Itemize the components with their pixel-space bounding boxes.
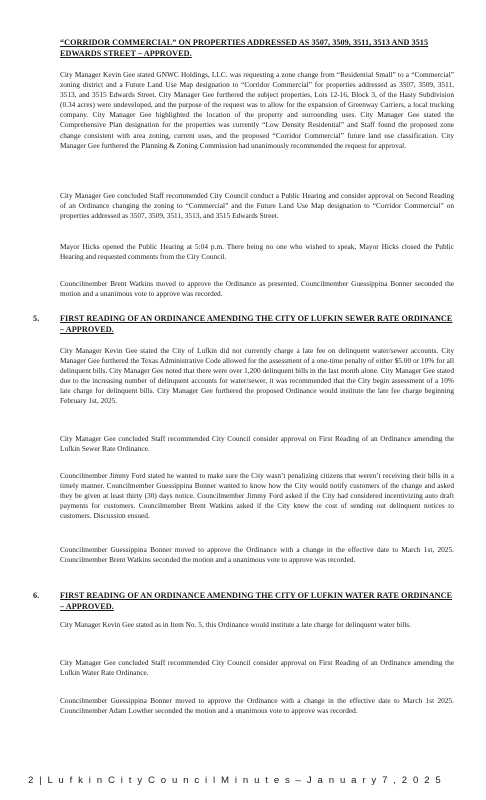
page-footer: 2 | L u f k i n C i t y C o u n c i l M i n u t e s – J a n u a r y 7 , 2 0 2 5 [28, 775, 443, 786]
item-6-paragraph-motion: Councilmember Guessippina Bonner moved to approve the Ordinance with a change in the effective date to March 1st 2025. Councilmember Adam Lowther seconded the motion and a unanimous vote to approve was recorded. [60, 696, 454, 716]
item-6-paragraph-recommendation: City Manager Gee concluded Staff recommended City Council consider approval on First Reading of an Ordinance amending the Lufkin Water Rate Ordinance. [60, 658, 454, 678]
paragraph-zone-change-summary: City Manager Kevin Gee stated GNWC Holdings, LLC. was requesting a zone change from “Residential Small” to a “Commercial” zoning district and a Future Land Use Map designation to “Corridor Commercial” for properties addressed as 3507, 3509, 3511, 3513, and 3515 Edwards Street. City Manager Gee furthered the subject properties, Lots 12-16, Block 3, of the Hasty Subdivision (0.34 acres) were undeveloped, and the purpose of the request was to allow for the expansion of Greenway Carriers, a local trucking company. City Manager Gee highlighted the location of the property and surrounding uses. City Manager Gee stated the Comprehensive Plan designation for the properties was currently “Low Density Residential” and Staff found the proposed zone change consistent with area zoning, current uses, and the proposed “Corridor Commercial” future land use classification. City Manager Gee furthered the Planning & Zoning Commission had unanimously recommended the request for approval. [60, 70, 454, 150]
corridor-commercial-heading: “CORRIDOR COMMERCIAL” ON PROPERTIES ADDRESSED AS 3507, 3509, 3511, 3513 AND 3515 EDWARDS STREET – APPROVED. [60, 38, 429, 58]
item-5-paragraph-late-fee: City Manager Kevin Gee stated the City of Lufkin did not currently charge a late fee on delinquent water/sewer accounts. City Manager Gee furthered the Texas Administrative Code allowed for the assessment of a one-time penalty of either $5.00 or 10% for all delinquent bills. City Manager Gee noted that there were over 1,200 delinquent bills in the last month alone. City Manager Gee stated due to the increasing number of delinquent accounts for water/sewer, it was recommended that the City begin assessment of a 10% late charge for delinquent bills. City Manager Gee furthered the proposed Ordinance would institute the late fee charge beginning February 1st, 2025. [60, 346, 454, 406]
item-6-heading: FIRST READING OF AN ORDINANCE AMENDING THE CITY OF LUFKIN WATER RATE ORDINANCE – APPROVED. [60, 591, 453, 611]
paragraph-zone-change-motion: Councilmember Brent Watkins moved to approve the Ordinance as presented. Councilmember Guessippina Bonner seconded the motion and a unanimous vote to approve was recorded. [60, 279, 454, 299]
item-5-paragraph-recommendation: City Manager Gee concluded Staff recommended City Council consider approval on First Reading of an Ordinance amending the Lufkin Sewer Rate Ordinance. [60, 434, 454, 454]
item-6-paragraph-late-charge: City Manager Kevin Gee stated as in Item No. 5, this Ordinance would institute a late charge for delinquent water bills. [60, 620, 411, 629]
item-5-number: 5. [33, 314, 40, 323]
paragraph-zone-change-recommendation: City Manager Gee concluded Staff recommended City Council conduct a Public Hearing and consider approval on Second Reading of an Ordinance changing the zoning to “Commercial” and the Future Land Use Map designation to “Corridor Commercial” on properties addressed as 3507, 3509, 3511, 3513, and 3515 Edwards Street. [60, 191, 454, 221]
item-5-paragraph-motion: Councilmember Guessippina Bonner moved to approve the Ordinance with a change in the effective date to March 1st, 2025. Councilmember Brent Watkins seconded the motion and a unanimous vote to approve was recorded. [60, 545, 454, 565]
item-5-paragraph-discussion: Councilmember Jimmy Ford stated he wanted to make sure the City wasn’t penalizing citizens that weren’t receiving their bills in a timely manner. Councilmember Guessippina Bonner wanted to know how the City would notify customers of the change and asked they be given at least thirty (30) days notice. Councilmember Jimmy Ford asked if the City had considered incentivizing auto draft payments for customers. Councilmember Brent Watkins asked if the City knew the cost of sending out delinquent notices to customers. Discussion ensued. [60, 471, 454, 521]
item-6-number: 6. [33, 591, 40, 600]
paragraph-public-hearing: Mayor Hicks opened the Public Hearing at 5:04 p.m. There being no one who wished to speak, Mayor Hicks closed the Public Hearing and requested comments from the City Council. [60, 242, 454, 262]
item-5-heading: FIRST READING OF AN ORDINANCE AMENDING THE CITY OF LUFKIN SEWER RATE ORDINANCE – APPROVED. [60, 314, 453, 334]
